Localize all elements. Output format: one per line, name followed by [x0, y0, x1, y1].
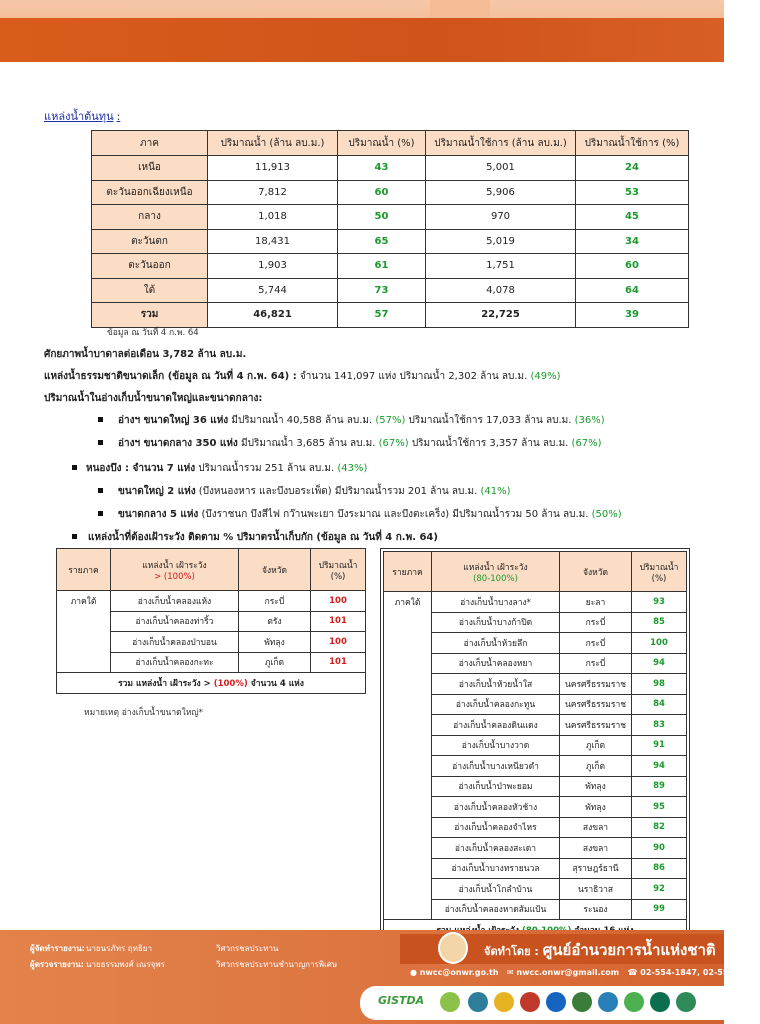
table-row — [384, 879, 687, 900]
cell-source: อ่างเก็บน้ำคลองจำไหร — [432, 817, 560, 838]
cell-region — [384, 715, 432, 736]
cell-source: อ่างเก็บน้ำคลองหัวช้าง — [432, 797, 560, 818]
col-header-province: จังหวัด — [560, 552, 632, 592]
cell-volume-pct: 101 — [311, 652, 366, 673]
cell-region: ใต้ — [92, 278, 208, 303]
cell-region — [384, 633, 432, 654]
large-reservoir-pct-b: (36%) — [574, 415, 605, 426]
phone-icon: ☎ — [627, 968, 638, 977]
bullet-icon — [98, 440, 103, 445]
cell-region: ตะวันออก — [92, 254, 208, 279]
cell-volume-pct: 95 — [632, 797, 687, 818]
cell-usable-pct: 60 — [576, 254, 689, 279]
table-row — [384, 653, 687, 674]
cell-volume-pct: 86 — [632, 858, 687, 879]
swamp-medium-line — [118, 507, 622, 522]
cell-source: อ่างเก็บน้ำคลองท่าริ้ว — [111, 611, 239, 632]
footer-phone: 02-554-1847, 02-554-1800 — [640, 968, 760, 977]
cell-volume: 7,812 — [208, 180, 338, 205]
col-header-source-line2: > (100%) — [154, 571, 195, 582]
medium-reservoir-text-b: ปริมาณน้ำใช้การ 3,357 ล้าน ลบ.ม. — [408, 438, 569, 449]
large-reservoir-text-b: ปริมาณน้ำใช้การ 17,033 ล้าน ลบ.ม. — [405, 415, 572, 426]
reservoirs-heading-text: ปริมาณน้ำในอ่างเก็บน้ำขนาดใหญ่และขนาดกลาง: — [44, 393, 263, 404]
cell-volume: 18,431 — [208, 229, 338, 254]
cell-volume-pct: 92 — [632, 879, 687, 900]
cell-volume-pct: 60 — [338, 180, 426, 205]
large-reservoir-pct-a: (57%) — [375, 415, 406, 426]
section-title-colon: : — [116, 110, 121, 123]
natural-source-line — [44, 369, 561, 384]
cell-province: ภูเก็ต — [239, 652, 311, 673]
cell-total-volume: 46,821 — [208, 303, 338, 328]
cell-volume-pct: 65 — [338, 229, 426, 254]
cell-total-usable-pct: 39 — [576, 303, 689, 328]
data-date-note: ข้อมูล ณ วันที่ 4 ก.พ. 64 — [107, 328, 199, 338]
watch-heading-text: แหล่งน้ำที่ต้องเฝ้าระวัง ติดตาม % ปริมาตรน้ำเก็บกัก (ข้อมูล ณ วันที่ 4 ก.พ. 64) — [88, 532, 438, 543]
cell-province: กระบี่ — [560, 653, 632, 674]
cell-volume-pct: 94 — [632, 653, 687, 674]
col-header-province: จังหวัด — [239, 549, 311, 591]
cell-usable-pct: 45 — [576, 205, 689, 230]
cell-volume: 11,913 — [208, 156, 338, 181]
cell-volume-pct: 91 — [632, 735, 687, 756]
swamp-large-text: (บึงหนองหาร และบึงบอระเพ็ด) มีปริมาณน้ำรวม 201 ล้าน ลบ.ม. — [195, 486, 478, 497]
cell-total — [57, 673, 366, 694]
swamp-text: ปริมาณน้ำรวม 251 ล้าน ลบ.ม. — [195, 463, 335, 474]
partner-logo-icon — [650, 992, 670, 1012]
medium-reservoir-line — [118, 436, 602, 451]
footer-contacts — [410, 968, 760, 977]
total-text-a: รวม แหล่งน้ำ เฝ้าระวัง > — [118, 679, 211, 689]
footer-reviewed-role: วิศวกรชลประทานชำนาญการพิเศษ — [216, 960, 338, 969]
footer-prepared-label: ผู้จัดทำรายงาน: — [30, 944, 85, 953]
cell-volume-pct: 43 — [338, 156, 426, 181]
footnote-remark: หมายเหตุ อ่างเก็บน้ำขนาดใหญ่* — [84, 708, 203, 718]
col-header-volume-pct: ปริมาณน้ำ (%) — [338, 131, 426, 156]
col-header-volume-pct — [632, 552, 687, 592]
medium-reservoir-pct-a: (67%) — [378, 438, 409, 449]
cell-province: นราธิวาส — [560, 879, 632, 900]
section-title — [44, 107, 120, 125]
header-bar — [0, 18, 724, 62]
large-reservoir-label: อ่างฯ ขนาดใหญ่ 36 แห่ง — [118, 415, 229, 426]
cell-province: สงขลา — [560, 817, 632, 838]
table-row — [384, 715, 687, 736]
partner-logo-icon — [494, 992, 514, 1012]
swamp-medium-text: (บึงราชนก บึงสีไฟ กว๊านพะเยา บึงระมาณ และบึงตะเคร็ง) มีปริมาณน้ำรวม 50 ล้าน ลบ.ม. — [198, 509, 589, 520]
cell-source: อ่างเก็บน้ำบางลาง* — [432, 592, 560, 613]
cell-province: พัทลุง — [239, 632, 311, 653]
cell-usable-pct: 53 — [576, 180, 689, 205]
watch-table-80-100 — [383, 551, 687, 941]
cell-volume-pct: 83 — [632, 715, 687, 736]
table-row — [384, 858, 687, 879]
water-source-table — [91, 130, 689, 328]
cell-volume: 5,744 — [208, 278, 338, 303]
cell-volume-pct: 82 — [632, 817, 687, 838]
col-header-volume: ปริมาณน้ำ (ล้าน ลบ.ม.) — [208, 131, 338, 156]
cell-volume: 1,903 — [208, 254, 338, 279]
cell-usable: 1,751 — [426, 254, 576, 279]
col-header-region: ภาค — [92, 131, 208, 156]
cell-usable: 5,906 — [426, 180, 576, 205]
medium-reservoir-label: อ่างฯ ขนาดกลาง 350 แห่ง — [118, 438, 238, 449]
mail-icon: ✉ — [506, 968, 514, 977]
reservoirs-heading — [44, 391, 262, 406]
total-pct: (100%) — [213, 679, 248, 689]
natural-source-pct: (49%) — [530, 371, 561, 382]
cell-region: ตะวันตก — [92, 229, 208, 254]
cell-region: กลาง — [92, 205, 208, 230]
total-text-b: จำนวน 4 แห่ง — [250, 679, 304, 689]
footer-org — [484, 938, 716, 962]
cell-volume-pct: 84 — [632, 694, 687, 715]
table-row — [384, 674, 687, 695]
cell-province: ตรัง — [239, 611, 311, 632]
cell-region — [57, 632, 111, 653]
header-notch — [430, 0, 490, 18]
col-header-volume-line2: (%) — [330, 571, 346, 582]
table-row — [384, 592, 687, 613]
partner-logo-icon — [520, 992, 540, 1012]
cell-source: อ่างเก็บน้ำคลองสะเดา — [432, 838, 560, 859]
cell-province: นครศรีธรรมราช — [560, 694, 632, 715]
cell-province: สุราษฎร์ธานี — [560, 858, 632, 879]
table-row — [384, 838, 687, 859]
col-header-volume-line1: ปริมาณน้ำ — [318, 560, 358, 571]
cell-source: อ่างเก็บน้ำคลองกะทะ — [111, 652, 239, 673]
cell-region — [384, 694, 432, 715]
cell-region — [384, 776, 432, 797]
cell-region: ภาคใต้ — [384, 592, 432, 613]
partner-logo-icon — [676, 992, 696, 1012]
col-header-source-line2: (80-100%) — [473, 573, 518, 584]
cell-region — [384, 879, 432, 900]
header-banner — [0, 0, 724, 62]
cell-region — [384, 612, 432, 633]
cell-volume-pct: 93 — [632, 592, 687, 613]
cell-source: อ่างเก็บน้ำโกลำบ้าน — [432, 879, 560, 900]
cell-usable: 4,078 — [426, 278, 576, 303]
cell-usable-pct: 64 — [576, 278, 689, 303]
table-total-row — [57, 673, 366, 694]
cell-region — [57, 652, 111, 673]
table-row — [57, 632, 366, 653]
natural-source-label: แหล่งน้ำธรรมชาติขนาดเล็ก (ข้อมูล ณ วันที่ 4 ก.พ. 64) : — [44, 371, 297, 382]
cell-usable: 5,019 — [426, 229, 576, 254]
cell-volume-pct: 85 — [632, 612, 687, 633]
swamp-label: หนองบึง : จำนวน 7 แห่ง — [86, 463, 196, 474]
cell-source: อ่างเก็บน้ำคลองหาดส้มแป้น — [432, 899, 560, 920]
footer-reviewed-label: ผู้ตรวจรายงาน: — [30, 960, 84, 969]
bullet-icon — [98, 417, 103, 422]
footer-org-name: ศูนย์อำนวยการน้ำแห่งชาติ — [542, 941, 716, 959]
footer-org-prefix: จัดทำโดย : — [484, 945, 539, 958]
cell-source: อ่างเก็บน้ำบางวาด — [432, 735, 560, 756]
cell-source: อ่างเก็บน้ำคลองป่าบอน — [111, 632, 239, 653]
cell-source: อ่างเก็บน้ำบางเหนียวดำ — [432, 756, 560, 777]
page-footer — [0, 930, 760, 1024]
swamp-line — [86, 461, 367, 476]
col-header-region: รายภาค — [384, 552, 432, 592]
cell-region — [384, 756, 432, 777]
col-header-volume-line1: ปริมาณน้ำ — [639, 562, 679, 573]
cell-total-volume-pct: 57 — [338, 303, 426, 328]
bullet-icon — [72, 534, 77, 539]
partner-logo-icon — [624, 992, 644, 1012]
cell-province: ระนอง — [560, 899, 632, 920]
watch-table-over-100 — [56, 548, 366, 694]
cell-region — [384, 858, 432, 879]
cell-volume-pct: 90 — [632, 838, 687, 859]
cell-region: เหนือ — [92, 156, 208, 181]
groundwater-line — [44, 347, 246, 362]
cell-volume-pct: 100 — [632, 633, 687, 654]
swamp-medium-label: ขนาดกลาง 5 แห่ง — [118, 509, 199, 520]
cell-province: กระบี่ — [560, 612, 632, 633]
table-row — [384, 776, 687, 797]
cell-usable: 5,001 — [426, 156, 576, 181]
medium-reservoir-pct-b: (67%) — [571, 438, 602, 449]
cell-usable-pct: 34 — [576, 229, 689, 254]
footer-prepared-role: วิศวกรชลประทาน — [216, 944, 279, 953]
col-header-source-line1: แหล่งน้ำ เฝ้าระวัง — [142, 560, 207, 571]
cell-total-usable: 22,725 — [426, 303, 576, 328]
cell-region — [384, 735, 432, 756]
table-row — [384, 817, 687, 838]
cell-region: ภาคใต้ — [57, 591, 111, 612]
table-row — [92, 229, 689, 254]
col-header-source — [111, 549, 239, 591]
cell-source: อ่างเก็บน้ำคลองดินแดง — [432, 715, 560, 736]
cell-province: กระบี่ — [239, 591, 311, 612]
cell-region — [384, 817, 432, 838]
cell-source: อ่างเก็บน้ำคลองแห้ง — [111, 591, 239, 612]
cell-region — [384, 797, 432, 818]
cell-province: ภูเก็ต — [560, 735, 632, 756]
table-row — [92, 205, 689, 230]
cell-volume-pct: 99 — [632, 899, 687, 920]
col-header-volume-pct — [311, 549, 366, 591]
col-header-usable-pct: ปริมาณน้ำใช้การ (%) — [576, 131, 689, 156]
swamp-pct: (43%) — [337, 463, 368, 474]
partner-logo-icon — [598, 992, 618, 1012]
cell-total-label: รวม — [92, 303, 208, 328]
bullet-icon — [98, 511, 103, 516]
table-row — [92, 278, 689, 303]
cell-source: อ่างเก็บน้ำบางทรายนวล — [432, 858, 560, 879]
table-row — [57, 652, 366, 673]
swamp-large-label: ขนาดใหญ่ 2 แห่ง — [118, 486, 196, 497]
gistda-logo: GISTDA — [378, 994, 425, 1007]
table-row — [92, 156, 689, 181]
table-row — [384, 612, 687, 633]
table-row — [92, 180, 689, 205]
mascot-logo-icon — [438, 932, 468, 964]
cell-volume-pct: 94 — [632, 756, 687, 777]
cell-usable: 970 — [426, 205, 576, 230]
col-header-source-line1: แหล่งน้ำ เฝ้าระวัง — [463, 562, 528, 573]
cell-region — [384, 653, 432, 674]
groundwater-text: ศักยภาพน้ำบาดาลต่อเดือน 3,782 ล้าน ลบ.ม. — [44, 349, 247, 360]
cell-volume-pct: 100 — [311, 632, 366, 653]
col-header-usable: ปริมาณน้ำใช้การ (ล้าน ลบ.ม.) — [426, 131, 576, 156]
footer-web[interactable]: nwcc@onwr.go.th — [419, 968, 499, 977]
cell-volume: 1,018 — [208, 205, 338, 230]
footer-mail[interactable]: nwcc.onwr@gmail.com — [516, 968, 620, 977]
cell-region — [57, 611, 111, 632]
swamp-large-line — [118, 484, 511, 499]
swamp-large-pct: (41%) — [480, 486, 511, 497]
watch-heading — [88, 530, 438, 545]
table-row — [384, 694, 687, 715]
cell-volume-pct: 73 — [338, 278, 426, 303]
cell-province: สงขลา — [560, 838, 632, 859]
footer-reviewed-name: นายธรรมพงศ์ เณรจุพร — [86, 960, 165, 969]
table-row — [384, 797, 687, 818]
cell-region — [384, 899, 432, 920]
bullet-icon — [98, 488, 103, 493]
table-header-row — [57, 549, 366, 591]
cell-province: ภูเก็ต — [560, 756, 632, 777]
globe-icon: ● — [410, 968, 417, 977]
table-row — [384, 899, 687, 920]
swamp-medium-pct: (50%) — [591, 509, 622, 520]
partner-logo-icon — [440, 992, 460, 1012]
cell-source: อ่างเก็บน้ำคลองกะทูน — [432, 694, 560, 715]
cell-volume-pct: 101 — [311, 611, 366, 632]
cell-volume-pct: 61 — [338, 254, 426, 279]
cell-source: อ่างเก็บน้ำห้วยลึก — [432, 633, 560, 654]
large-reservoir-text-a: มีปริมาณน้ำ 40,588 ล้าน ลบ.ม. — [228, 415, 373, 426]
cell-province: กระบี่ — [560, 633, 632, 654]
cell-region: ตะวันออกเฉียงเหนือ — [92, 180, 208, 205]
table-row — [92, 254, 689, 279]
table-header-row — [92, 131, 689, 156]
table-row — [384, 756, 687, 777]
col-header-volume-line2: (%) — [651, 573, 667, 584]
cell-province: นครศรีธรรมราช — [560, 674, 632, 695]
cell-source: อ่างเก็บน้ำป่าพะยอม — [432, 776, 560, 797]
cell-source: อ่างเก็บน้ำคลองหยา — [432, 653, 560, 674]
table-header-row — [384, 552, 687, 592]
table-row — [57, 611, 366, 632]
section-title-text: แหล่งน้ำต้นทุน — [44, 110, 114, 123]
cell-province: พัทลุง — [560, 797, 632, 818]
partner-logo-icon — [546, 992, 566, 1012]
large-reservoir-line — [118, 413, 605, 428]
natural-source-text: จำนวน 141,097 แห่ง ปริมาณน้ำ 2,302 ล้าน ลบ.ม. — [296, 371, 528, 382]
table-row — [384, 735, 687, 756]
col-header-source — [432, 552, 560, 592]
table-total-row — [92, 303, 689, 328]
cell-usable-pct: 24 — [576, 156, 689, 181]
cell-source: อ่างเก็บน้ำห้วยน้ำใส — [432, 674, 560, 695]
cell-volume-pct: 50 — [338, 205, 426, 230]
table-row — [57, 591, 366, 612]
medium-reservoir-text-a: มีปริมาณน้ำ 3,685 ล้าน ลบ.ม. — [237, 438, 376, 449]
footer-prepared-name: นายนรภัทร ฤทธิยา — [86, 944, 152, 953]
cell-province: พัทลุง — [560, 776, 632, 797]
cell-province: นครศรีธรรมราช — [560, 715, 632, 736]
cell-volume-pct: 89 — [632, 776, 687, 797]
cell-region — [384, 674, 432, 695]
table-row — [384, 633, 687, 654]
partner-logo-icon — [572, 992, 592, 1012]
cell-volume-pct: 98 — [632, 674, 687, 695]
bullet-icon — [72, 465, 77, 470]
partner-logo-icon — [468, 992, 488, 1012]
cell-source: อ่างเก็บน้ำบางก้าปิด — [432, 612, 560, 633]
cell-region — [384, 838, 432, 859]
cell-province: ยะลา — [560, 592, 632, 613]
cell-volume-pct: 100 — [311, 591, 366, 612]
col-header-region: รายภาค — [57, 549, 111, 591]
